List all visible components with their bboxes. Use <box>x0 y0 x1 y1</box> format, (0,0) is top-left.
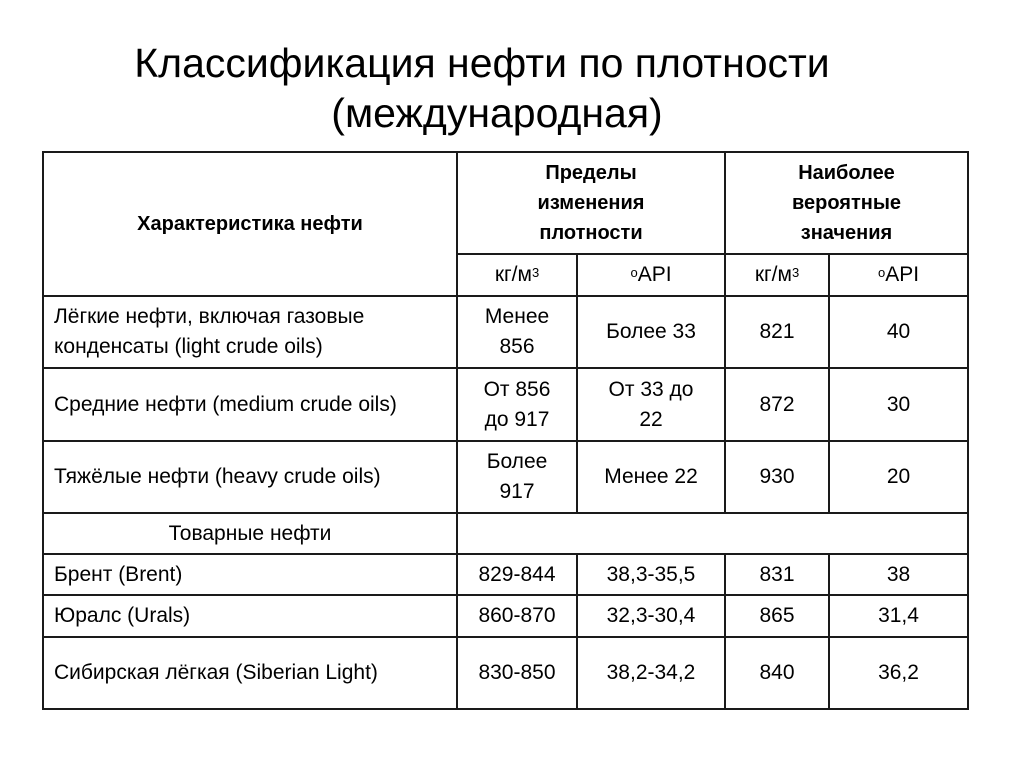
unit-label: кг/м <box>754 263 792 286</box>
table-cell: Менее 856 <box>457 296 577 368</box>
degree-mark: o <box>877 265 886 280</box>
table-cell: 36,2 <box>829 637 968 709</box>
table-cell: Менее 22 <box>577 441 725 513</box>
table-row <box>43 595 968 637</box>
table-row <box>43 296 968 368</box>
table-cell: 38,3-35,5 <box>577 554 725 595</box>
table-row <box>43 554 968 595</box>
table-cell: 830-850 <box>457 637 577 709</box>
table-row <box>43 368 968 441</box>
unit-label: API <box>885 263 920 286</box>
table-cell: 930 <box>725 441 829 513</box>
oil-density-table <box>42 151 969 710</box>
table-cell: 831 <box>725 554 829 595</box>
unit-header <box>725 254 829 296</box>
title-line-2: (международная) <box>331 90 663 136</box>
title-line-1: Классификация нефти по плотности <box>134 40 830 86</box>
table-cell: 840 <box>725 637 829 709</box>
table-cell: 20 <box>829 441 968 513</box>
table-cell: 40 <box>829 296 968 368</box>
unit-header <box>829 254 968 296</box>
row-label: Средние нефти (medium crude oils) <box>43 368 457 441</box>
empty-cell <box>457 513 968 554</box>
table-cell: 38,2-34,2 <box>577 637 725 709</box>
unit-header <box>457 254 577 296</box>
header-row <box>43 152 968 254</box>
table-cell: 872 <box>725 368 829 441</box>
row-label: Брент (Brent) <box>43 554 457 595</box>
unit-label: API <box>637 263 672 286</box>
unit-label: кг/м <box>494 263 532 286</box>
slide-title <box>0 38 1024 138</box>
table-cell: От 33 до 22 <box>577 368 725 441</box>
table-row <box>43 637 968 709</box>
degree-mark: o <box>630 265 638 280</box>
table-cell: 821 <box>725 296 829 368</box>
unit-superscript: 3 <box>791 265 800 280</box>
table-cell: 31,4 <box>829 595 968 637</box>
table-cell: 32,3-30,4 <box>577 595 725 637</box>
unit-superscript: 3 <box>531 265 540 280</box>
table-cell: 38 <box>829 554 968 595</box>
table-cell: Более 917 <box>457 441 577 513</box>
table-cell: 30 <box>829 368 968 441</box>
table-cell: 829-844 <box>457 554 577 595</box>
table-cell: 865 <box>725 595 829 637</box>
row-label: Юралс (Urals) <box>43 595 457 637</box>
row-label: Сибирская лёгкая (Siberian Light) <box>43 637 457 709</box>
table-cell: Более 33 <box>577 296 725 368</box>
table-cell: 860-870 <box>457 595 577 637</box>
row-label: Лёгкие нефти, включая газовые конденсаты (light crude oils) <box>43 296 457 368</box>
table-cell: От 856 до 917 <box>457 368 577 441</box>
section-label: Товарные нефти <box>43 513 457 554</box>
header-characteristic: Характеристика нефти <box>43 152 457 296</box>
row-label: Тяжёлые нефти (heavy crude oils) <box>43 441 457 513</box>
table-row <box>43 441 968 513</box>
section-row <box>43 513 968 554</box>
unit-header <box>577 254 725 296</box>
header-range: Пределы изменения плотности <box>457 152 725 254</box>
header-probable: Наиболее вероятные значения <box>725 152 968 254</box>
